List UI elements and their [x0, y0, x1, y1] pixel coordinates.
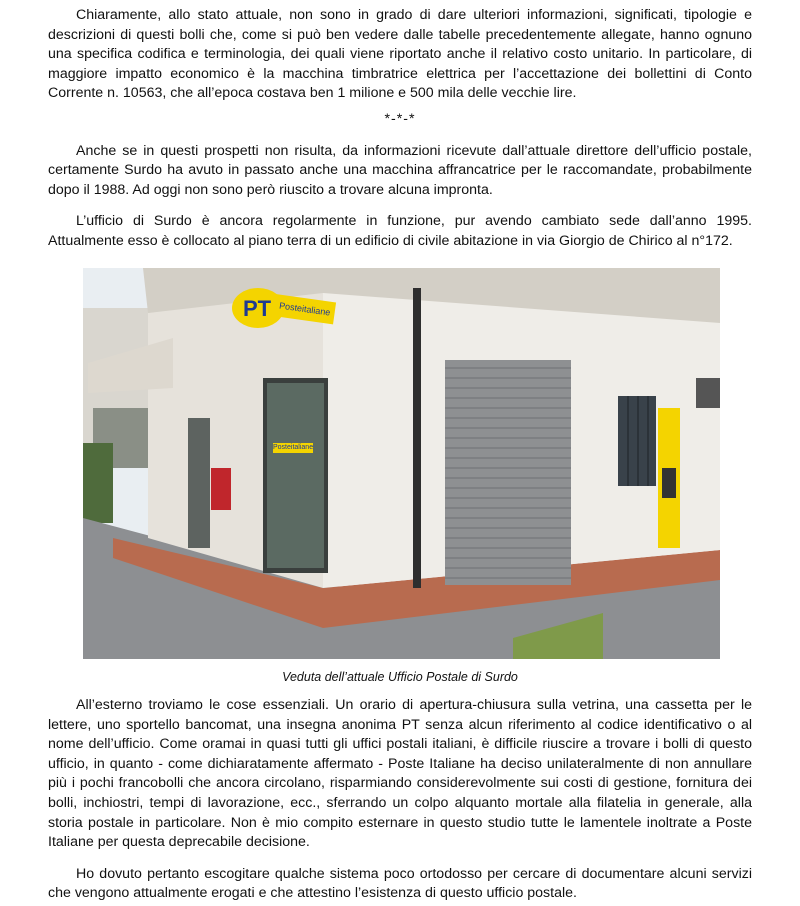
photo-caption: Veduta dell’attuale Ufficio Postale di Surdo: [282, 670, 518, 684]
door-sign-text: Posteitaliane: [273, 444, 314, 451]
document-body: [48, 6, 752, 252]
paragraph: L’ufficio di Surdo è ancora regolarmente in funzione, pur avendo cambiato sede dall’anno 1995. Attualmente esso è collocato al piano terra di un edificio di civile abitazione in via Giorgio de Chirico al n°172.: [48, 213, 752, 249]
paragraph: All’esterno troviamo le cose essenziali. Un orario di apertura-chiusura sulla vetrina, una cassetta per le lettere, uno sportello bancomat, una insegna anonima PT senza alcun riferimento al codice identificativo o al nome dell’ufficio. Come oramai in quasi tutti gli uffici postali italiani, è difficile riuscire a trovare i bolli di questo ufficio, in quanto - come dichiaratamente affermato - Poste Italiane ha deciso unilateralmente di non annullare più i pochi francobolli che ancora circolano, risparmiando considerevolmente sui costi di gestione, fornitura dei bolli, inchiostri, tempi di lavorazione, ecc., sferrando un colpo alquanto mortale alla filatelia in generale, alla storia postale in particolare. Non è mio compito esternare in questo studio tutte le lamentele inoltrate a Poste Italiane per questa deprecabile decisione.: [48, 697, 752, 851]
pt-sign-logo: PT: [243, 296, 272, 321]
paragraph: Ho dovuto pertanto escogitare qualche sistema poco ortodosso per cercare di documentare alcuni servizi che vengono attualmente erogati e che attestino l’esistenza di questo ufficio postale.: [48, 865, 752, 902]
document-body-bottom: [48, 696, 752, 904]
section-separator: *-*-*: [384, 110, 416, 127]
post-office-photo: [83, 268, 720, 659]
paragraph: Anche se in questi prospetti non risulta, da informazioni ricevute dall’attuale direttore dell’ufficio postale, certamente Surdo ha avuto in passato anche una macchina affrancatrice per le raccomandate, probabilmente dopo il 1988. Ad oggi non sono però riuscito a trovare alcuna impronta.: [48, 142, 752, 198]
pt-sign-text: Posteitaliane: [278, 300, 331, 318]
paragraph: Chiaramente, allo stato attuale, non sono in grado di dare ulteriori informazioni, significati, tipologie e descrizioni di questi bolli che, come si può ben vedere dalle tabelle precedentemente allegate, hanno ognuno una specifica codifica e terminologia, dei quali viene riportato anche il relativo costo unitario. In particolare, di maggiore impatto economico è la macchina timbratrice elettrica per l’accettazione dei bollettini di Conto Corrente n. 10563, che all’epoca costava ben 1 milione e 500 mila delle vecchie lire.: [48, 7, 752, 102]
